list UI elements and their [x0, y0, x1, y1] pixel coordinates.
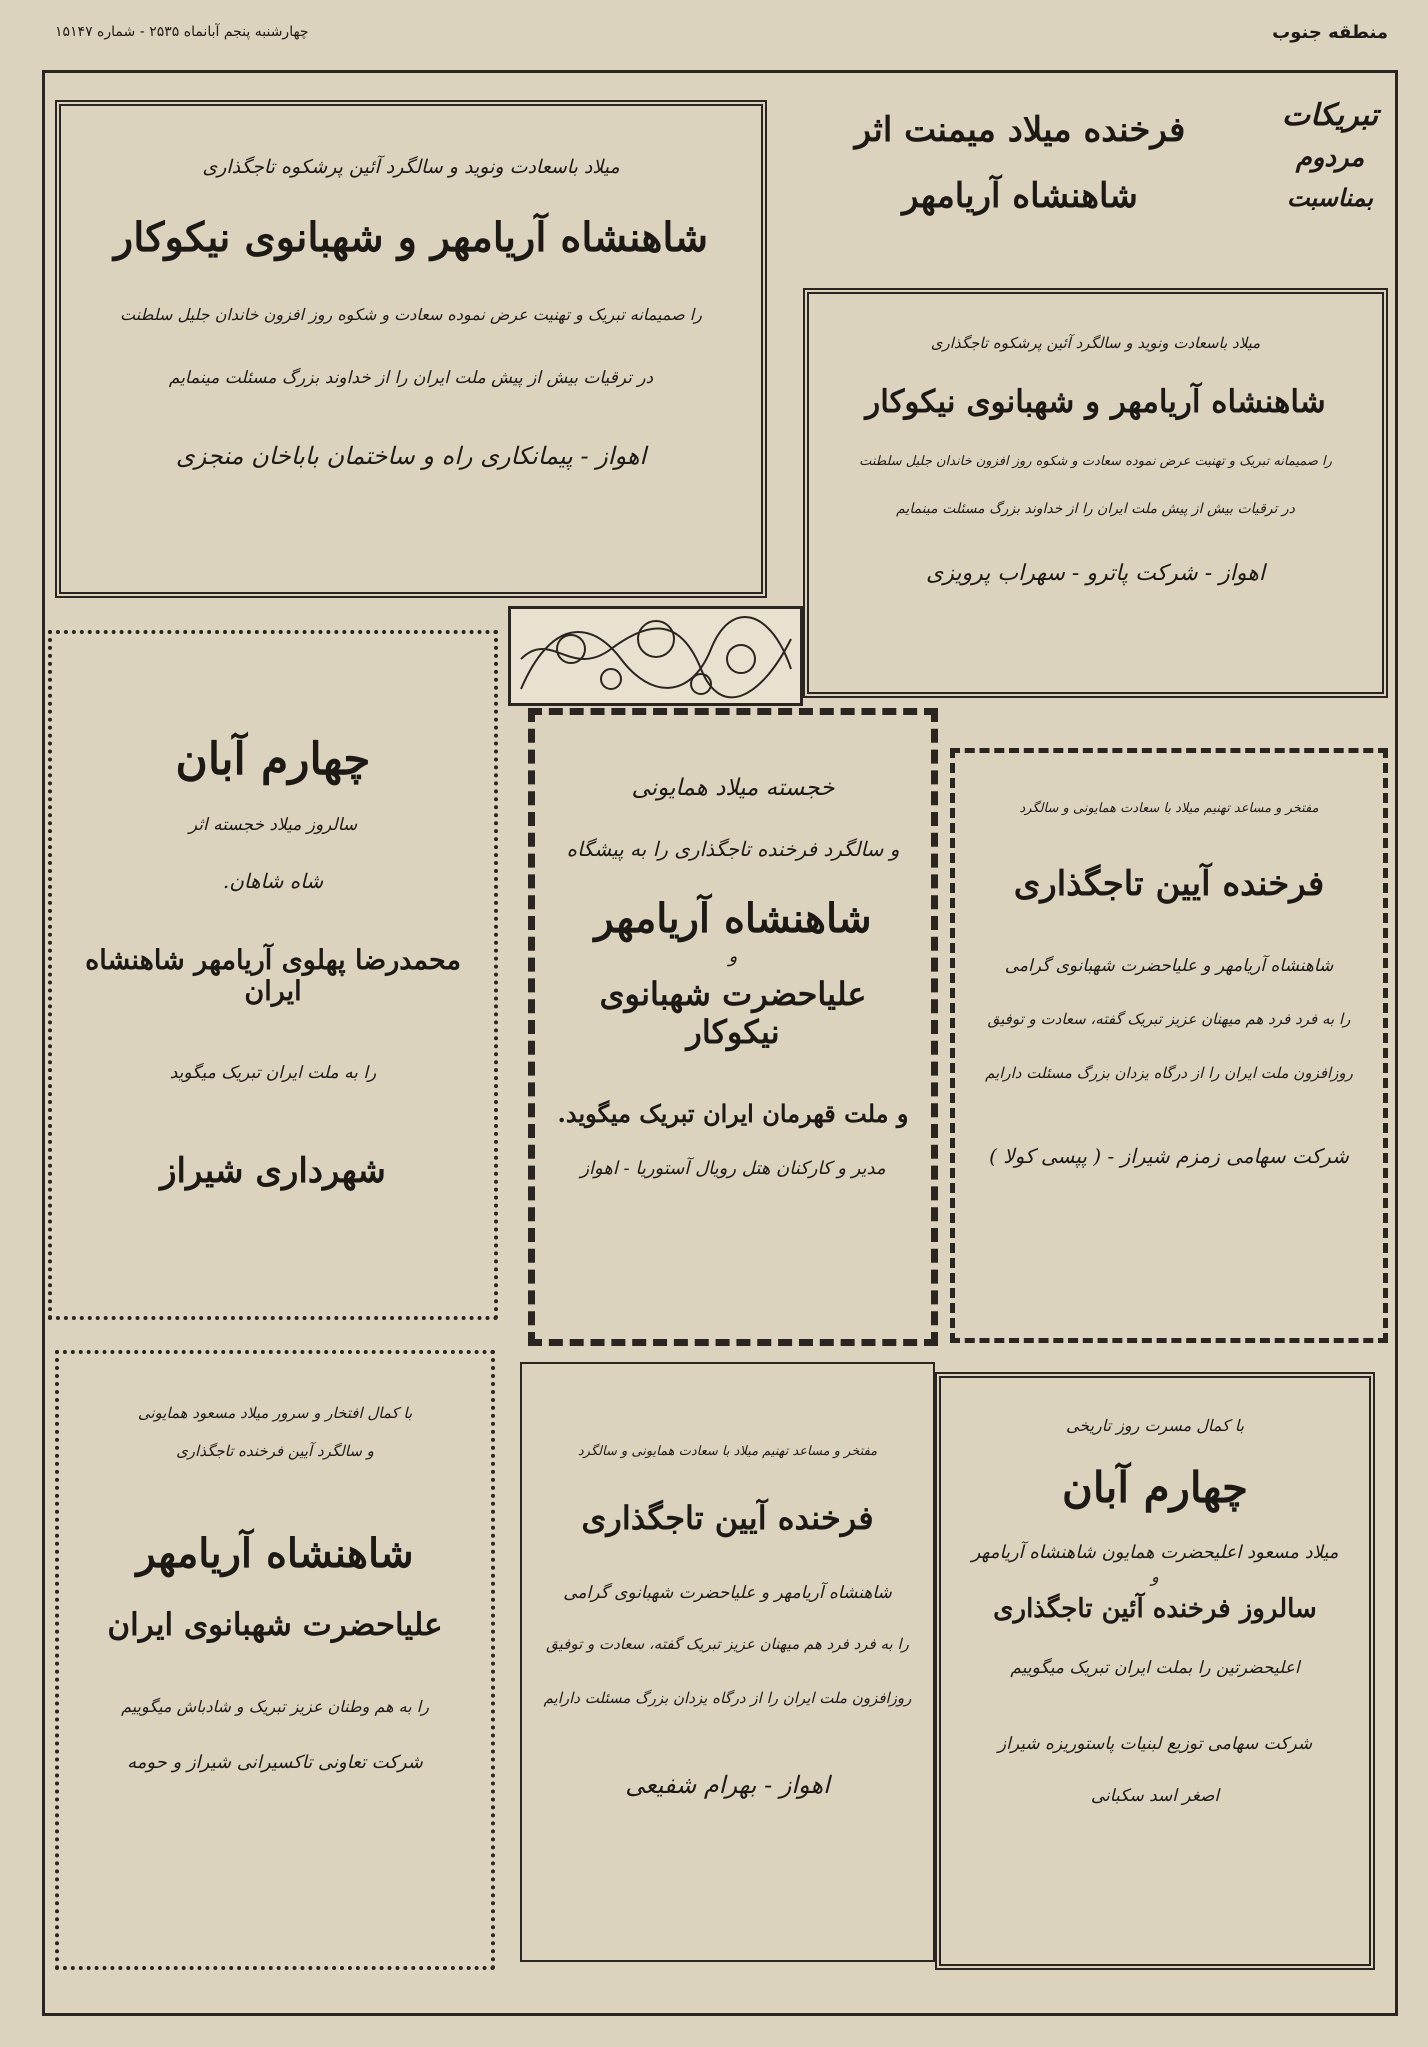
ad-signature: اهواز - بهرام شفیعی — [625, 1771, 830, 1799]
ad-bot-right — [935, 1372, 1375, 1970]
ad-body-2: را به فرد فرد هم میهنان عزیز تبریک گفته، سعادت و توفیق — [987, 1010, 1351, 1028]
ad-body-1: را صمیمانه تبریک و تهنیت عرض نموده سعادت و شکوه روز افزون خاندان جلیل سلطنت — [859, 454, 1332, 469]
decorative-ornament — [508, 606, 803, 706]
page-header — [55, 22, 1388, 50]
ad-intro: با کمال مسرت روز تاریخی — [1065, 1416, 1245, 1435]
ad-top-right — [803, 288, 1388, 698]
banner-side-3: بمناسبت — [1286, 183, 1374, 212]
ad-body: را به هم وطنان عزیز تبریک و شادباش میگوییم — [121, 1697, 429, 1716]
ad-headline-2: علیاحضرت شهبانوی نیکوکار — [599, 975, 867, 1051]
ad-signature: اهواز - شرکت پاترو - سهراب پرویزی — [926, 561, 1265, 586]
ad-headline-1: شاهنشاه آریامهر — [594, 895, 872, 942]
ad-top-left — [55, 100, 767, 598]
ad-signature: مدیر و کارکنان هتل رویال آستوریا - اهواز — [580, 1158, 886, 1179]
banner-side-1: تبریکات — [1281, 98, 1379, 133]
dateline: چهارشنبه پنجم آبانماه ۲۵۳۵ - شماره ۱۵۱۴۷ — [55, 24, 309, 40]
ad-body-1: را صمیمانه تبریک و تهنیت عرض نموده سعادت و شکوه روز افزون خاندان جلیل سلطنت — [120, 305, 702, 324]
ad-conj: و — [1151, 1567, 1159, 1586]
ornament-pattern — [511, 609, 800, 703]
ad-intro-1: با کمال افتخار و سرور میلاد مسعود همایونی — [137, 1404, 413, 1422]
section-title: منطقه جنوب — [1272, 22, 1388, 43]
ad-headline-1: شاهنشاه آریامهر — [136, 1530, 414, 1577]
ad-body: و ملت قهرمان ایران تبریک میگوید. — [557, 1099, 909, 1128]
ad-mid-right — [950, 748, 1388, 1343]
ad-mid-center — [528, 708, 938, 1346]
ad-body-1: شاهنشاه آریامهر و علیاحضرت شهبانوی گرامی — [563, 1583, 892, 1603]
ad-body-2: در ترقیات بیش از پیش ملت ایران را از خداوند بزرگ مسئلت مینمایم — [168, 368, 654, 388]
ad-line-2: سالروز فرخنده آئین تاجگذاری — [993, 1594, 1317, 1624]
ad-headline: فرخنده آیین تاجگذاری — [1013, 864, 1325, 904]
ad-signature: شرکت سهامی زمزم شیراز - ( پپسی کولا ) — [989, 1144, 1349, 1168]
ad-conj: و — [728, 946, 738, 967]
ad-headline: شاهنشاه آریامهر و شهبانوی نیکوکار — [865, 384, 1326, 420]
ad-signature: شهرداری شیراز — [160, 1151, 386, 1191]
ad-headline: شاهنشاه آریامهر و شهبانوی نیکوکار — [113, 214, 709, 261]
ad-line-1: خجسته میلاد همایونی — [631, 775, 835, 801]
ad-body-3: روزافزون ملت ایران را از درگاه یزدان بزرگ مسئلت دارایم — [543, 1689, 912, 1707]
ad-mid-left — [48, 630, 498, 1320]
ad-signature-1: شرکت سهامی توزیع لبنیات پاستوریزه شیراز — [997, 1734, 1313, 1754]
ad-intro-2: و سالگرد آیین فرخنده تاجگذاری — [176, 1442, 374, 1460]
ad-signature: اهواز - پیمانکاری راه و ساختمان باباخان منجزی — [175, 442, 647, 470]
ad-body-1: شاهنشاه آریامهر و علیاحضرت شهبانوی گرامی — [1004, 956, 1334, 976]
ad-signature: شرکت تعاونی تاکسیرانی شیراز و حومه — [127, 1752, 423, 1773]
banner-line-1: فرخنده میلاد میمنت اثر — [854, 110, 1186, 150]
ad-intro: میلاد باسعادت ونوید و سالگرد آئین پرشکوه تاجگذاری — [202, 156, 620, 178]
ad-bot-center — [520, 1362, 935, 1962]
ad-body-2: را به فرد فرد هم میهنان عزیز تبریک گفته، سعادت و توفیق — [546, 1635, 909, 1653]
ad-intro: مفتخر و مساعد تهنیم میلاد با سعادت همایونی و سالگرد — [1019, 801, 1319, 816]
ad-headline: چهارم آبان — [1061, 1463, 1249, 1512]
ad-line-1: میلاد مسعود اعلیحضرت همایون شاهنشاه آریامهر — [971, 1542, 1339, 1563]
ad-headline: چهارم آبان — [175, 734, 371, 785]
ad-body-2: در ترقیات بیش از پیش ملت ایران را از خداوند بزرگ مسئلت مینمایم — [896, 501, 1295, 517]
ad-body: اعلیحضرتین را بملت ایران تبریک میگوییم — [1010, 1658, 1300, 1678]
banner-side-2: مردوم — [1295, 143, 1365, 173]
ad-body-3: روزافزون ملت ایران را از درگاه یزدان بزرگ مسئلت دارایم — [985, 1064, 1353, 1082]
ad-line-1: سالروز میلاد خجسته اثر — [188, 815, 358, 835]
ad-line-2: شاه شاهان. — [222, 869, 324, 893]
banner-line-2: شاهنشاه آریامهر — [902, 176, 1138, 216]
ad-headline: فرخنده آیین تاجگذاری — [581, 1499, 874, 1537]
ad-intro: مفتخر و مساعد تهنیم میلاد با سعادت همایونی و سالگرد — [577, 1444, 878, 1459]
ad-line-2: و سالگرد فرخنده تاجگذاری را به پیشگاه — [566, 837, 900, 861]
ad-bot-left — [55, 1350, 495, 1970]
ad-signature-2: اصغر اسد سکبانی — [1090, 1786, 1220, 1806]
ad-headline-2: علیاحضرت شهبانوی ایران — [107, 1607, 443, 1643]
banner — [770, 90, 1390, 270]
ad-intro: میلاد باسعادت ونوید و سالگرد آئین پرشکوه تاجگذاری — [930, 334, 1261, 352]
ad-name: محمدرضا پهلوی آریامهر شاهنشاه ایران — [85, 945, 461, 1007]
ad-body: را به ملت ایران تبریک میگوید — [169, 1063, 377, 1083]
